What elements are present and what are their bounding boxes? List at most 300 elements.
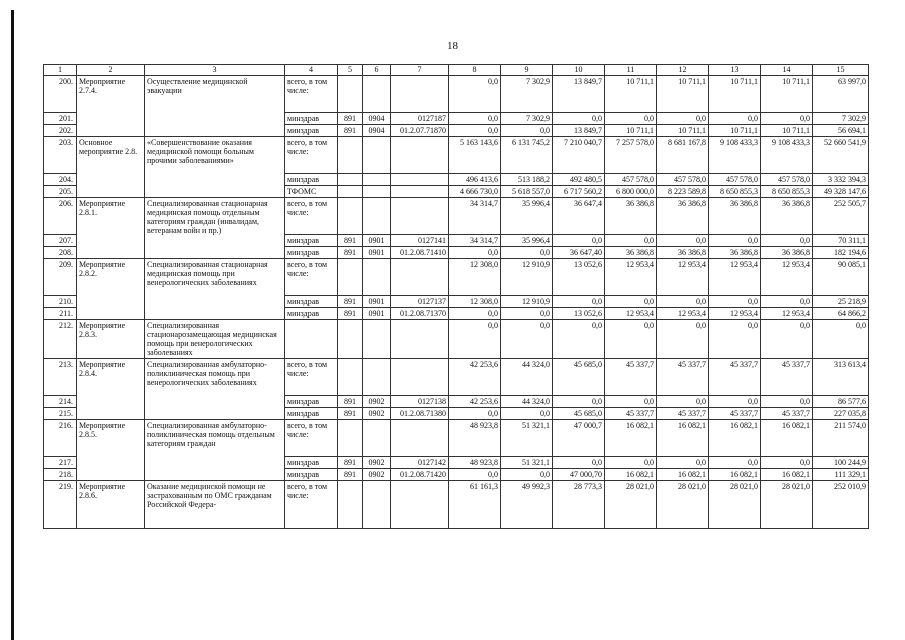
code-grbs [338, 137, 363, 174]
total-value: 49 328 147,6 [813, 186, 869, 198]
funding-source: минздрав [285, 308, 338, 320]
funding-source: минздрав [285, 174, 338, 186]
code-target: 0127141 [391, 235, 449, 247]
funding-source: всего, в том числе: [285, 420, 338, 457]
col-header: 4 [285, 65, 338, 76]
row-number: 211. [44, 308, 77, 320]
year-value: 28 021,0 [709, 481, 761, 529]
row-number: 203. [44, 137, 77, 174]
code-grbs [338, 320, 363, 359]
col-header: 14 [761, 65, 813, 76]
year-value: 0,0 [449, 76, 501, 113]
year-value: 0,0 [605, 296, 657, 308]
year-value: 0,0 [553, 396, 605, 408]
code-section: 0904 [363, 125, 391, 137]
row-number: 209. [44, 259, 77, 296]
total-value: 70 311,1 [813, 235, 869, 247]
year-value: 6 800 000,0 [605, 186, 657, 198]
funding-source: всего, в том числе: [285, 76, 338, 113]
year-value: 10 711,1 [657, 125, 709, 137]
page-number: 18 [447, 40, 458, 52]
year-value: 0,0 [605, 396, 657, 408]
code-grbs [338, 259, 363, 296]
year-value: 4 666 730,0 [449, 186, 501, 198]
year-value: 16 082,1 [761, 420, 813, 457]
col-header: 11 [605, 65, 657, 76]
year-value: 0,0 [709, 235, 761, 247]
total-value: 111 329,1 [813, 469, 869, 481]
row-number: 200. [44, 76, 77, 113]
code-section [363, 137, 391, 174]
year-value: 0,0 [449, 247, 501, 259]
year-value: 10 711,1 [761, 76, 813, 113]
total-value: 0,0 [813, 320, 869, 359]
code-target: 0127142 [391, 457, 449, 469]
year-value: 45 685,0 [553, 359, 605, 396]
code-grbs: 891 [338, 247, 363, 259]
total-value: 227 035,8 [813, 408, 869, 420]
year-value: 10 711,1 [709, 125, 761, 137]
year-value: 16 082,1 [605, 469, 657, 481]
year-value: 9 108 433,3 [709, 137, 761, 174]
code-section: 0901 [363, 235, 391, 247]
activity-label: Мероприятие 2.7.4. [77, 76, 145, 137]
funding-source: всего, в том числе: [285, 359, 338, 396]
col-header: 7 [391, 65, 449, 76]
year-value: 0,0 [761, 457, 813, 469]
year-value: 0,0 [553, 296, 605, 308]
year-value: 457 578,0 [657, 174, 709, 186]
year-value: 10 711,1 [605, 125, 657, 137]
code-target [391, 198, 449, 235]
table-row [44, 481, 869, 529]
code-grbs [338, 174, 363, 186]
total-value: 63 997,0 [813, 76, 869, 113]
year-value: 36 647,40 [553, 247, 605, 259]
year-value: 10 711,1 [709, 76, 761, 113]
year-value: 0,0 [657, 396, 709, 408]
table-row [44, 198, 869, 235]
year-value: 45 337,7 [709, 408, 761, 420]
code-section [363, 198, 391, 235]
year-value: 0,0 [605, 235, 657, 247]
code-grbs [338, 359, 363, 396]
code-target: 01.2.08.71420 [391, 469, 449, 481]
row-number: 206. [44, 198, 77, 235]
funding-source: минздрав [285, 235, 338, 247]
activity-description: Осуществление медицинской эвакуации [145, 76, 285, 137]
activity-description: Оказание медицинской помощи не застрахованным по ОМС гражданам Российской Федера- [145, 481, 285, 529]
year-value: 42 253,6 [449, 396, 501, 408]
year-value: 0,0 [657, 457, 709, 469]
year-value: 0,0 [501, 320, 553, 359]
row-number: 201. [44, 113, 77, 125]
code-target [391, 259, 449, 296]
year-value: 45 337,7 [657, 408, 709, 420]
year-value: 28 773,3 [553, 481, 605, 529]
year-value: 13 849,7 [553, 76, 605, 113]
year-value: 51 321,1 [501, 420, 553, 457]
code-section: 0902 [363, 457, 391, 469]
total-value: 86 577,6 [813, 396, 869, 408]
activity-description: Специализированная стационарозамещающая медицинская помощь при венерологических заболеваниях [145, 320, 285, 359]
year-value: 0,0 [449, 125, 501, 137]
year-value: 6 717 560,2 [553, 186, 605, 198]
funding-source: минздрав [285, 125, 338, 137]
year-value: 0,0 [449, 308, 501, 320]
year-value: 9 108 433,3 [761, 137, 813, 174]
year-value: 51 321,1 [501, 457, 553, 469]
year-value: 12 910,9 [501, 296, 553, 308]
funding-source: минздрав [285, 408, 338, 420]
year-value: 0,0 [761, 296, 813, 308]
year-value: 45 685,0 [553, 408, 605, 420]
code-section [363, 481, 391, 529]
funding-source: минздрав [285, 247, 338, 259]
year-value: 12 953,4 [709, 308, 761, 320]
code-section [363, 320, 391, 359]
year-value: 0,0 [657, 113, 709, 125]
table-row [44, 76, 869, 113]
activity-label: Мероприятие 2.8.1. [77, 198, 145, 259]
year-value: 61 161,3 [449, 481, 501, 529]
year-value: 45 337,7 [605, 359, 657, 396]
year-value: 36 647,4 [553, 198, 605, 235]
year-value: 0,0 [605, 113, 657, 125]
year-value: 0,0 [709, 320, 761, 359]
year-value: 47 000,7 [553, 420, 605, 457]
row-number: 218. [44, 469, 77, 481]
year-value: 13 052,6 [553, 308, 605, 320]
total-value: 90 085,1 [813, 259, 869, 296]
budget-table [43, 64, 869, 529]
code-grbs: 891 [338, 125, 363, 137]
year-value: 42 253,6 [449, 359, 501, 396]
year-value: 16 082,1 [709, 420, 761, 457]
year-value: 0,0 [449, 408, 501, 420]
year-value: 13 052,6 [553, 259, 605, 296]
year-value: 7 210 040,7 [553, 137, 605, 174]
year-value: 7 302,9 [501, 76, 553, 113]
code-grbs: 891 [338, 408, 363, 420]
code-section [363, 420, 391, 457]
year-value: 457 578,0 [761, 174, 813, 186]
year-value: 0,0 [501, 408, 553, 420]
year-value: 0,0 [657, 296, 709, 308]
year-value: 48 923,8 [449, 457, 501, 469]
year-value: 12 953,4 [605, 259, 657, 296]
year-value: 36 386,8 [761, 198, 813, 235]
code-target [391, 481, 449, 529]
year-value: 12 308,0 [449, 296, 501, 308]
year-value: 0,0 [501, 125, 553, 137]
code-target [391, 137, 449, 174]
table-row [44, 359, 869, 396]
year-value: 36 386,8 [657, 247, 709, 259]
funding-source: ТФОМС [285, 186, 338, 198]
year-value: 457 578,0 [605, 174, 657, 186]
row-number: 208. [44, 247, 77, 259]
year-value: 36 386,8 [657, 198, 709, 235]
code-section [363, 186, 391, 198]
code-grbs: 891 [338, 113, 363, 125]
funding-source: всего, в том числе: [285, 259, 338, 296]
activity-label: Мероприятие 2.8.3. [77, 320, 145, 359]
col-header: 15 [813, 65, 869, 76]
year-value: 35 996,4 [501, 235, 553, 247]
col-header: 6 [363, 65, 391, 76]
year-value: 0,0 [761, 235, 813, 247]
funding-source: минздрав [285, 469, 338, 481]
table-row [44, 259, 869, 296]
year-value: 0,0 [709, 396, 761, 408]
year-value: 5 163 143,6 [449, 137, 501, 174]
total-value: 252 010,9 [813, 481, 869, 529]
year-value: 0,0 [501, 308, 553, 320]
activity-label: Мероприятие 2.8.6. [77, 481, 145, 529]
funding-source: всего, в том числе: [285, 481, 338, 529]
year-value: 28 021,0 [605, 481, 657, 529]
code-grbs [338, 198, 363, 235]
year-value: 0,0 [657, 320, 709, 359]
code-target: 0127137 [391, 296, 449, 308]
year-value: 34 314,7 [449, 198, 501, 235]
code-section: 0901 [363, 296, 391, 308]
year-value: 36 386,8 [605, 198, 657, 235]
code-target [391, 420, 449, 457]
total-value: 211 574,0 [813, 420, 869, 457]
code-grbs: 891 [338, 308, 363, 320]
row-number: 204. [44, 174, 77, 186]
code-target [391, 320, 449, 359]
year-value: 6 131 745,2 [501, 137, 553, 174]
row-number: 207. [44, 235, 77, 247]
year-value: 12 308,0 [449, 259, 501, 296]
year-value: 0,0 [709, 296, 761, 308]
year-value: 0,0 [709, 457, 761, 469]
row-number: 212. [44, 320, 77, 359]
year-value: 0,0 [553, 457, 605, 469]
code-grbs: 891 [338, 296, 363, 308]
left-margin-bar [11, 10, 14, 640]
code-target: 01.2.07.71870 [391, 125, 449, 137]
col-header: 9 [501, 65, 553, 76]
year-value: 0,0 [449, 113, 501, 125]
row-number: 210. [44, 296, 77, 308]
year-value: 45 337,7 [761, 359, 813, 396]
code-grbs: 891 [338, 235, 363, 247]
funding-source [285, 320, 338, 359]
col-header: 5 [338, 65, 363, 76]
funding-source: всего, в том числе: [285, 198, 338, 235]
year-value: 0,0 [761, 113, 813, 125]
funding-source: минздрав [285, 396, 338, 408]
code-target [391, 76, 449, 113]
year-value: 0,0 [501, 247, 553, 259]
year-value: 44 324,0 [501, 396, 553, 408]
year-value: 35 996,4 [501, 198, 553, 235]
year-value: 28 021,0 [761, 481, 813, 529]
year-value: 513 188,2 [501, 174, 553, 186]
code-target: 01.2.08.71370 [391, 308, 449, 320]
year-value: 0,0 [449, 320, 501, 359]
activity-label: Мероприятие 2.8.5. [77, 420, 145, 481]
year-value: 28 021,0 [657, 481, 709, 529]
row-number: 217. [44, 457, 77, 469]
year-value: 7 257 578,0 [605, 137, 657, 174]
total-value: 7 302,9 [813, 113, 869, 125]
row-number: 215. [44, 408, 77, 420]
col-header: 3 [145, 65, 285, 76]
year-value: 0,0 [709, 113, 761, 125]
year-value: 36 386,8 [605, 247, 657, 259]
year-value: 45 337,7 [709, 359, 761, 396]
code-target: 0127187 [391, 113, 449, 125]
code-section: 0901 [363, 247, 391, 259]
year-value: 0,0 [501, 469, 553, 481]
row-number: 205. [44, 186, 77, 198]
year-value: 0,0 [553, 320, 605, 359]
year-value: 36 386,8 [761, 247, 813, 259]
year-value: 0,0 [553, 113, 605, 125]
activity-label: Мероприятие 2.8.4. [77, 359, 145, 420]
row-number: 214. [44, 396, 77, 408]
year-value: 16 082,1 [657, 469, 709, 481]
activity-description: «Совершенствование оказания медицинской помощи больным прочими заболеваниями» [145, 137, 285, 198]
total-value: 25 218,9 [813, 296, 869, 308]
funding-source: минздрав [285, 457, 338, 469]
year-value: 457 578,0 [709, 174, 761, 186]
year-value: 45 337,7 [657, 359, 709, 396]
col-header: 13 [709, 65, 761, 76]
code-target [391, 174, 449, 186]
code-target: 0127138 [391, 396, 449, 408]
col-header: 12 [657, 65, 709, 76]
year-value: 10 711,1 [761, 125, 813, 137]
year-value: 496 413,6 [449, 174, 501, 186]
year-value: 7 302,9 [501, 113, 553, 125]
code-section [363, 259, 391, 296]
code-section: 0902 [363, 408, 391, 420]
year-value: 49 992,3 [501, 481, 553, 529]
year-value: 8 650 855,3 [761, 186, 813, 198]
code-section: 0904 [363, 113, 391, 125]
code-grbs [338, 186, 363, 198]
year-value: 0,0 [553, 235, 605, 247]
year-value: 10 711,1 [657, 76, 709, 113]
code-grbs [338, 76, 363, 113]
row-number: 219. [44, 481, 77, 529]
code-section [363, 76, 391, 113]
year-value: 34 314,7 [449, 235, 501, 247]
year-value: 12 910,9 [501, 259, 553, 296]
year-value: 0,0 [761, 320, 813, 359]
total-value: 56 694,1 [813, 125, 869, 137]
year-value: 0,0 [657, 235, 709, 247]
funding-source: всего, в том числе: [285, 137, 338, 174]
year-value: 12 953,4 [761, 259, 813, 296]
year-value: 16 082,1 [761, 469, 813, 481]
year-value: 12 953,4 [657, 308, 709, 320]
col-header: 8 [449, 65, 501, 76]
year-value: 12 953,4 [657, 259, 709, 296]
year-value: 8 223 589,8 [657, 186, 709, 198]
activity-label: Основное мероприятие 2.8. [77, 137, 145, 198]
table-row [44, 420, 869, 457]
row-number: 202. [44, 125, 77, 137]
year-value: 45 337,7 [605, 408, 657, 420]
year-value: 13 849,7 [553, 125, 605, 137]
code-grbs [338, 481, 363, 529]
total-value: 64 866,2 [813, 308, 869, 320]
activity-description: Специализированная амбулаторно-поликлиническая помощь при венерологических заболеваниях [145, 359, 285, 420]
code-grbs: 891 [338, 457, 363, 469]
funding-source: минздрав [285, 113, 338, 125]
year-value: 16 082,1 [605, 420, 657, 457]
code-section: 0901 [363, 308, 391, 320]
year-value: 12 953,4 [605, 308, 657, 320]
row-number: 216. [44, 420, 77, 457]
code-target [391, 186, 449, 198]
code-target [391, 359, 449, 396]
total-value: 100 244,9 [813, 457, 869, 469]
code-section: 0902 [363, 396, 391, 408]
code-grbs: 891 [338, 396, 363, 408]
table-row [44, 320, 869, 359]
col-header: 10 [553, 65, 605, 76]
year-value: 44 324,0 [501, 359, 553, 396]
activity-label: Мероприятие 2.8.2. [77, 259, 145, 320]
code-section [363, 359, 391, 396]
year-value: 45 337,7 [761, 408, 813, 420]
year-value: 48 923,8 [449, 420, 501, 457]
year-value: 36 386,8 [709, 247, 761, 259]
funding-source: минздрав [285, 296, 338, 308]
total-value: 252 505,7 [813, 198, 869, 235]
year-value: 16 082,1 [657, 420, 709, 457]
total-value: 313 613,4 [813, 359, 869, 396]
col-header: 1 [44, 65, 77, 76]
activity-description: Специализированная стационарная медицинская помощь отдельным категориям граждан (инвалидам, ветеранам войн и пр.) [145, 198, 285, 259]
year-value: 492 480,5 [553, 174, 605, 186]
year-value: 8 681 167,8 [657, 137, 709, 174]
year-value: 8 650 855,3 [709, 186, 761, 198]
year-value: 0,0 [605, 457, 657, 469]
year-value: 0,0 [449, 469, 501, 481]
table-row [44, 137, 869, 174]
col-header: 2 [77, 65, 145, 76]
year-value: 0,0 [761, 396, 813, 408]
code-grbs: 891 [338, 469, 363, 481]
activity-description: Специализированная стационарная медицинская помощь при венерологических заболеваниях [145, 259, 285, 320]
total-value: 182 194,6 [813, 247, 869, 259]
row-number: 213. [44, 359, 77, 396]
year-value: 0,0 [605, 320, 657, 359]
code-target: 01.2.08.71380 [391, 408, 449, 420]
year-value: 5 618 557,0 [501, 186, 553, 198]
code-section [363, 174, 391, 186]
year-value: 12 953,4 [761, 308, 813, 320]
year-value: 10 711,1 [605, 76, 657, 113]
activity-description: Специализированная амбулаторно-поликлиническая помощь отдельным категориям граждан [145, 420, 285, 481]
code-grbs [338, 420, 363, 457]
column-header-row [44, 65, 869, 76]
code-target: 01.2.08.71410 [391, 247, 449, 259]
total-value: 3 332 394,3 [813, 174, 869, 186]
code-section: 0902 [363, 469, 391, 481]
year-value: 47 000,70 [553, 469, 605, 481]
year-value: 12 953,4 [709, 259, 761, 296]
